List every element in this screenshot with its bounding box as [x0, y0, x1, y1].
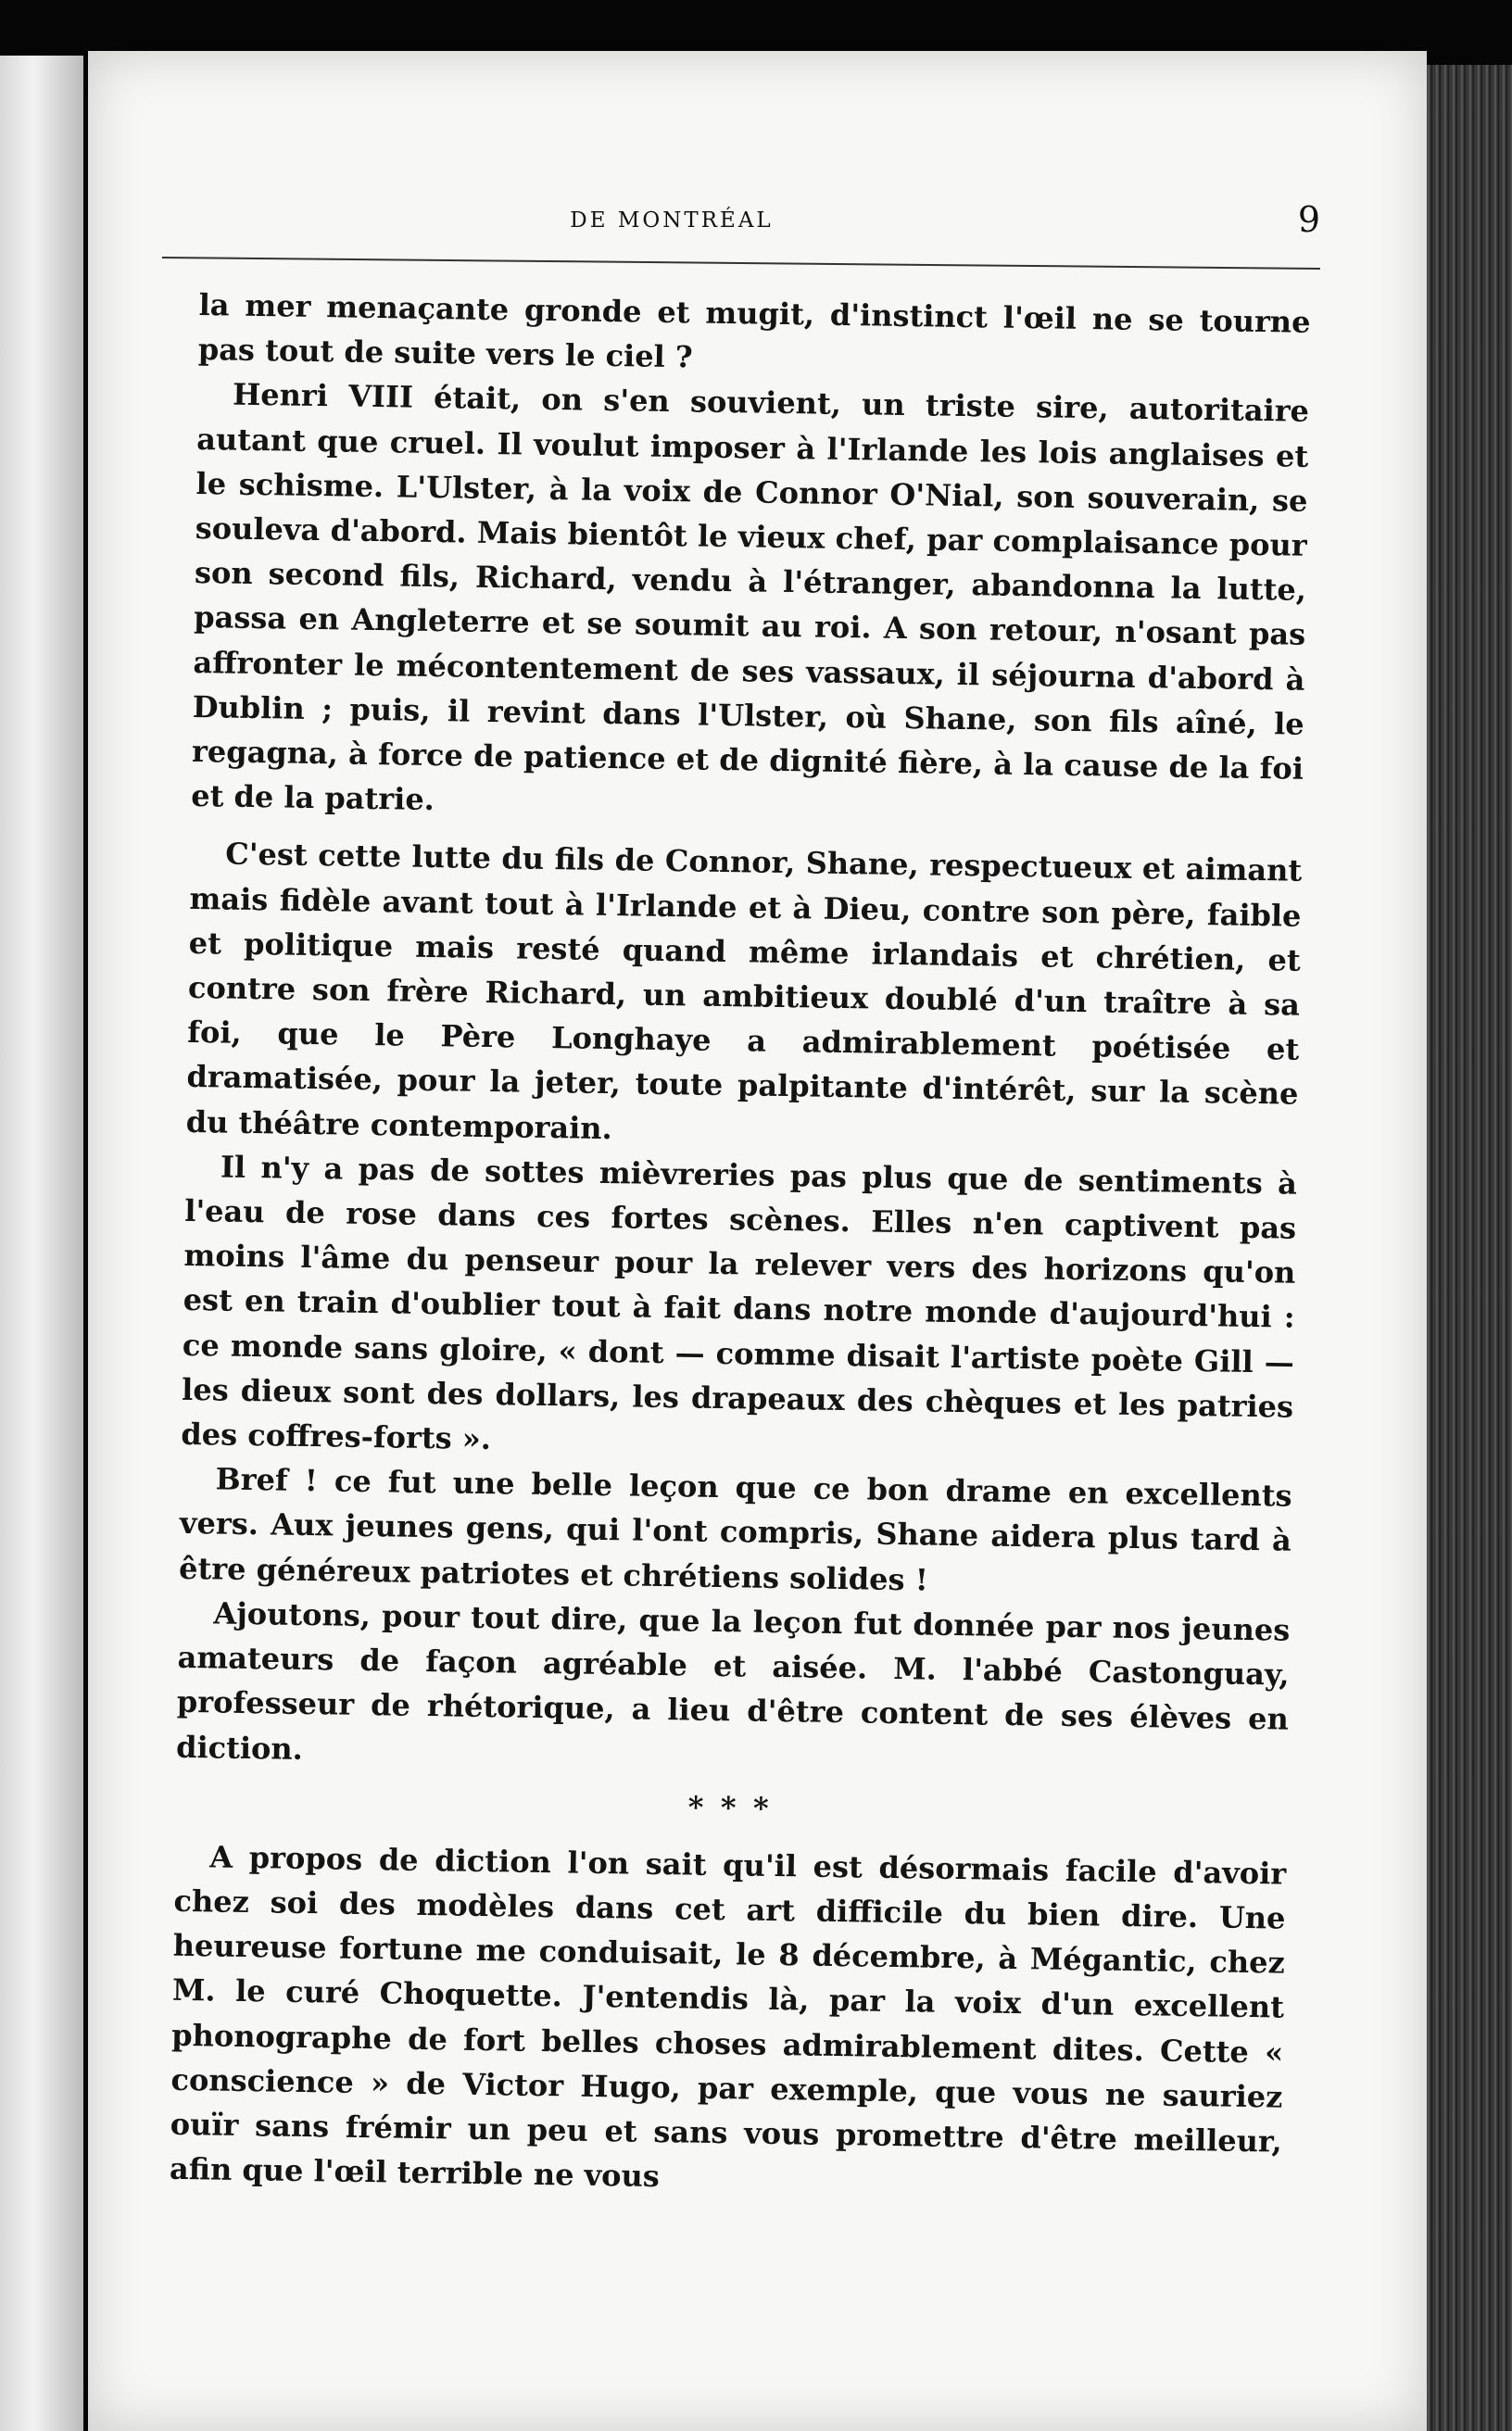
paragraph-shane-struggle: C'est cette lutte du fils de Connor, Shane, respectueux et aimant mais fidèle avant tout à l'Irlande et à Dieu, contre son père, faible et politique mais resté quand même irlandais et chrétien, et contre son frère Richard, un ambitieux doublé d'un traître à sa foi, que le Père Longhaye a admirablement poétisée et dramatisée, pour la jeter, toute palpitante d'intérêt, sur la scène du théâtre contemporain. — [185, 836, 1303, 1146]
page-stack-edge — [1418, 65, 1512, 2431]
page-header — [162, 153, 1320, 240]
paragraph-bref: Bref ! ce fut une belle leçon que ce bon drame en excellents vers. Aux jeunes gens, qui l'ont compris, Shane aidera plus tard à être généreux patriotes et chrétiens solides ! — [178, 1461, 1292, 1598]
previous-page-edge — [0, 56, 83, 2431]
paragraph-continuation: la mer menaçante gronde et mugit, d'instinct l'œil ne se tourne pas tout de suite vers le ciel ? — [197, 286, 1311, 375]
running-head: DE MONTRÉAL — [570, 208, 774, 233]
paragraph-ajoutons: Ajoutons, pour tout dire, que la leçon fut donnée par nos jeunes amateurs de façon agréable et aisée. M. l'abbé Castonguay, professeur de rhétorique, a lieu d'être content de ses élèves en diction. — [175, 1595, 1291, 1767]
paragraph-diction: A propos de diction l'on sait qu'il est désormais facile d'avoir chez soi des modèles dans cet art difficile du bien dire. Une heureuse fortune me conduisait, le 8 décembre, à Mégantic, chez M. le curé Choquette. J'entendis là, par la voix d'un excellent phonographe de fort belles choses admirablement dites. Cette « conscience » de Victor Hugo, par exemple, que vous ne sauriez ouïr sans frémir un peu et sans vous promettre d'être meilleur, afin que l'œil terrible ne vous — [169, 1839, 1287, 2195]
paragraph-henri-viii: Henri VIII était, on s'en souvient, un triste sire, autoritaire autant que cruel. Il voulut imposer à l'Irlande les lois anglaises et le schisme. L'Ulster, à la voix de Connor O'Nial, son souverain, se souleva d'abord. Mais bientôt le vieux chef, par complaisance pour son second fils, Richard, vendu à l'étranger, abandonna la lutte, passa en Angleterre et se soumit au roi. A son retour, n'osant pas affronter le mécontentement de ses vassaux, il séjourna d'abord à Dublin ; puis, il revint dans l'Ulster, où Shane, son fils aîné, le regagna, à force de patience et de dignité fière, à la cause de la foi et de la patrie. — [190, 376, 1310, 818]
section-asterism: * * * — [687, 1789, 775, 1826]
page-number: 9 — [1297, 199, 1320, 240]
body-text — [170, 283, 1311, 2209]
paragraph-no-mievreries: Il n'y a pas de sottes mièvreries pas plus que de sentiments à l'eau de rose dans ces fortes scènes. Elles n'en captivent pas moins l'âme du penseur pour la relever vers des horizons qu'on est en train d'oublier tout à fait dans notre monde d'aujourd'hui : ce monde sans gloire, « dont — comme disait l'artiste poète Gill — les dieux sont des dollars, les drapeaux des chèques et les patries des coffres-forts ». — [181, 1149, 1298, 1457]
